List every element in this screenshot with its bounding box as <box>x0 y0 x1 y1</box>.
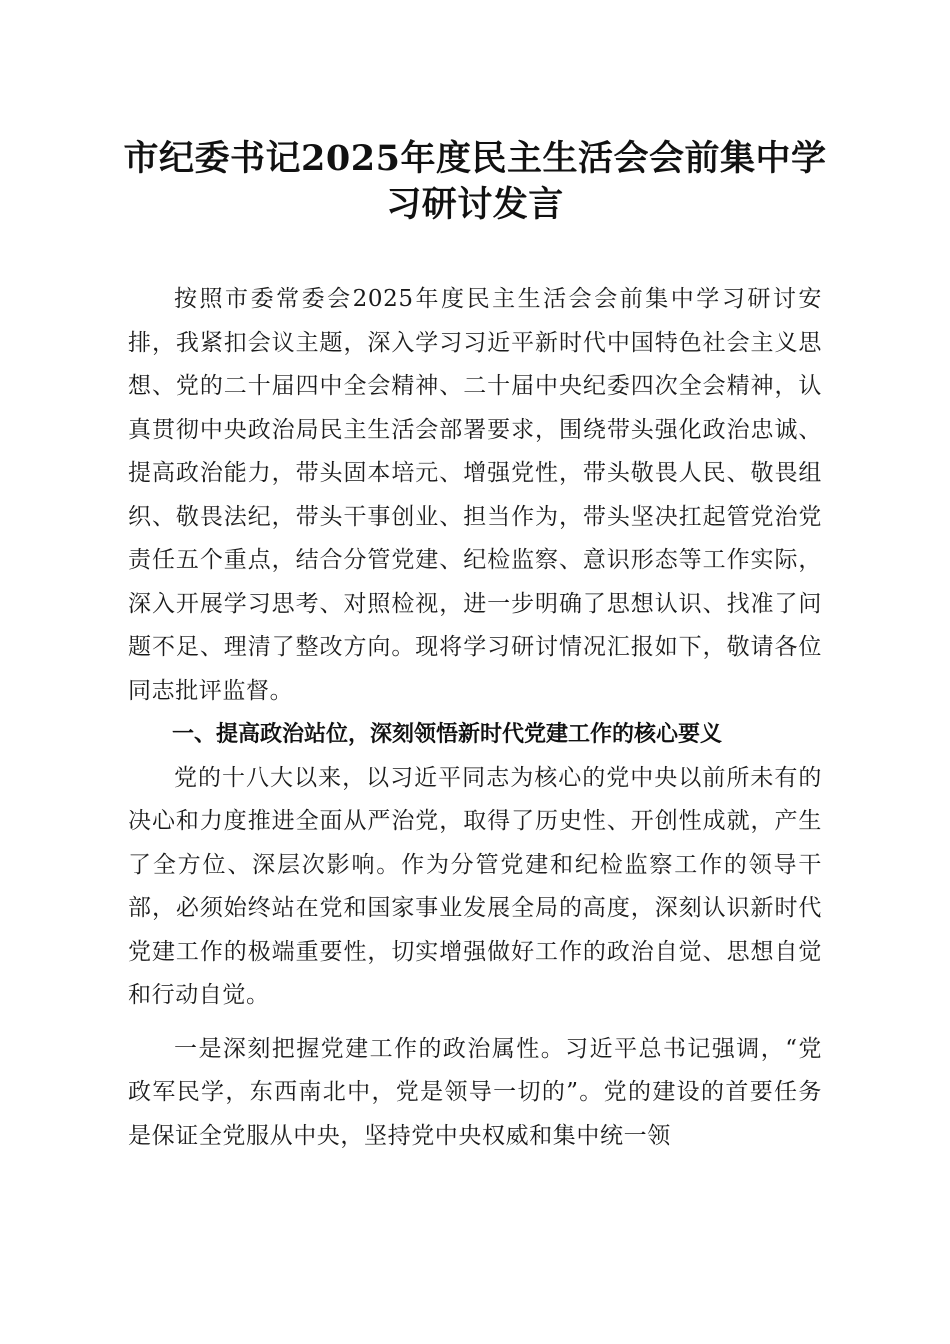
point-1-paragraph <box>128 1028 822 1159</box>
point-1-text: 习近平总书记强调，“党政军民学，东西南北中，党是领导一切的”。党的建设的首要任务是保证全党服从中央，坚持党中央权威和集中统一领 <box>128 1035 823 1149</box>
intro-paragraph: 按照市委常委会2025年度民主生活会会前集中学习研讨安排，我紧扣会议主题，深入学习习近平新时代中国特色社会主义思想、党的二十届四中全会精神、二十届中央纪委四次全会精神，认真贯彻中央政治局民主生活会部署要求，围绕带头强化政治忠诚、提高政治能力，带头固本培元、增强党性，带头敬畏人民、敬畏组织、敬畏法纪，带头干事创业、担当作为，带头坚决扛起管党治党责任五个重点，结合分管党建、纪检监察、意识形态等工作实际，深入开展学习思考、对照检视，进一步明确了思想认识、找准了问题不足、理清了整改方向。现将学习研讨情况汇报如下，敬请各位同志批评监督。 <box>128 286 822 704</box>
section-heading-1: 一、提高政治站位，深刻领悟新时代党建工作的核心要义 <box>172 722 723 747</box>
document-body <box>128 278 822 1158</box>
section-1-paragraph: 党的十八大以来，以习近平同志为核心的党中央以前所未有的决心和力度推进全面从严治党，取得了历史性、开创性成就，产生了全方位、深层次影响。作为分管党建和纪检监察工作的领导干部，必须始终站在党和国家事业发展全局的高度，深刻认识新时代党建工作的极端重要性，切实增强做好工作的政治自觉、思想自觉和行动自觉。 <box>128 764 822 1008</box>
point-1-lead: 一是深刻把握党建工作的政治属性。 <box>174 1035 566 1062</box>
document-title: 市纪委书记2025年度民主生活会会前集中学习研讨发言 <box>123 138 827 225</box>
